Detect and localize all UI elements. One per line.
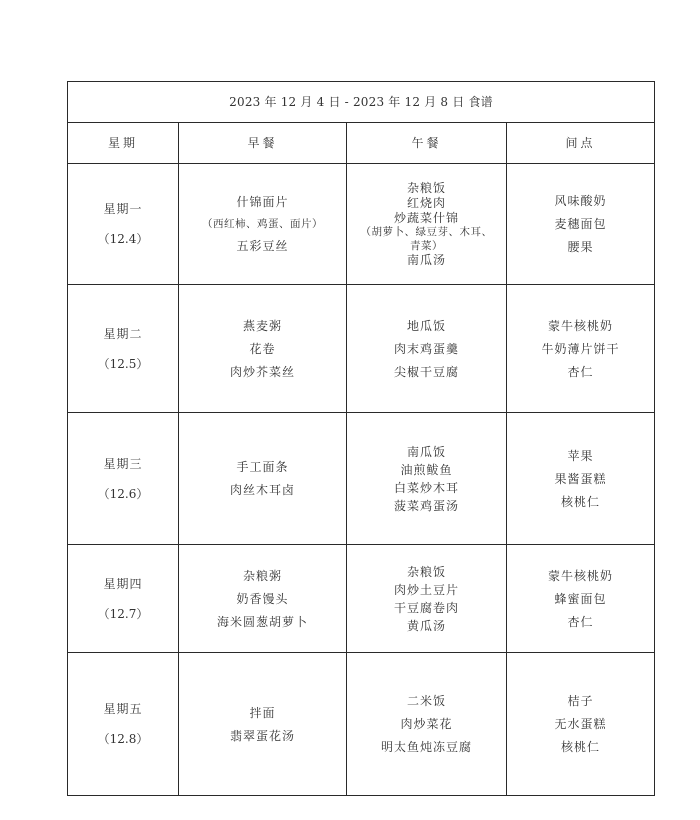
day-row-thursday xyxy=(68,545,655,653)
menu-item: 肉丝木耳卤 xyxy=(229,483,295,497)
menu-item: 什锦面片 xyxy=(236,194,289,209)
menu-item: 南瓜汤 xyxy=(406,253,446,267)
day-date: （12.4） xyxy=(97,232,149,246)
menu-item: 肉炒芥菜丝 xyxy=(229,364,295,379)
menu-item: 蜂蜜面包 xyxy=(554,591,607,606)
header-breakfast: 早餐 xyxy=(179,123,347,164)
snack-cell xyxy=(507,413,655,545)
snack-cell xyxy=(507,545,655,653)
day-row-tuesday xyxy=(68,285,655,413)
header-snack: 间点 xyxy=(507,123,655,164)
header-lunch: 午餐 xyxy=(347,123,507,164)
breakfast-cell xyxy=(179,285,347,413)
menu-item: 核桃仁 xyxy=(561,494,601,509)
menu-item: 肉末鸡蛋羹 xyxy=(393,341,459,356)
day-cell xyxy=(68,164,179,285)
day-cell xyxy=(68,653,179,796)
lunch-cell xyxy=(347,413,507,545)
menu-item: 明太鱼炖冻豆腐 xyxy=(380,740,472,754)
lunch-cell xyxy=(347,545,507,653)
menu-item: 五彩豆丝 xyxy=(236,239,289,254)
menu-table xyxy=(67,81,655,796)
lunch-cell xyxy=(347,285,507,413)
menu-item: 干豆腐卷肉 xyxy=(393,600,459,615)
day-name: 星期一 xyxy=(103,202,143,216)
menu-item: 蒙牛核桃奶 xyxy=(548,318,614,333)
menu-item: 炒蔬菜什锦 xyxy=(393,211,459,225)
breakfast-cell xyxy=(179,653,347,796)
day-cell xyxy=(68,285,179,413)
menu-item: 黄瓜汤 xyxy=(406,618,446,633)
menu-item-note: （胡萝卜、绿豆芽、木耳、 xyxy=(360,226,493,238)
menu-item: 白菜炒木耳 xyxy=(393,480,459,495)
menu-item: 燕麦粥 xyxy=(242,318,282,333)
menu-item: 桔子 xyxy=(567,694,594,708)
day-row-friday xyxy=(68,653,655,796)
menu-item: 核桃仁 xyxy=(561,740,601,754)
menu-item-note: 青菜） xyxy=(410,239,443,252)
title-row xyxy=(68,82,655,123)
day-name: 星期四 xyxy=(103,576,143,591)
snack-cell xyxy=(507,285,655,413)
menu-item: 无水蛋糕 xyxy=(554,717,607,731)
menu-item: 肉炒菜花 xyxy=(400,717,453,731)
menu-item: 苹果 xyxy=(567,448,594,463)
day-row-wednesday xyxy=(68,413,655,545)
day-date: （12.7） xyxy=(97,606,149,621)
menu-item: 拌面 xyxy=(249,705,276,720)
menu-item-note: （西红柿、鸡蛋、面片） xyxy=(202,217,323,230)
menu-item: 翡翠蛋花汤 xyxy=(229,728,295,743)
lunch-cell xyxy=(347,653,507,796)
menu-item: 杂粮饭 xyxy=(406,564,446,579)
day-date: （12.8） xyxy=(97,732,149,746)
day-row-monday xyxy=(68,164,655,285)
menu-item: 奶香馒头 xyxy=(236,591,289,606)
breakfast-cell xyxy=(179,413,347,545)
menu-item: 杏仁 xyxy=(567,614,594,629)
menu-item: 油煎鲅鱼 xyxy=(400,462,453,477)
day-date: （12.5） xyxy=(97,356,149,371)
day-name: 星期二 xyxy=(103,326,143,341)
day-name: 星期三 xyxy=(103,456,143,471)
menu-item: 肉炒土豆片 xyxy=(393,582,459,597)
breakfast-cell xyxy=(179,545,347,653)
menu-item: 海米圆葱胡萝卜 xyxy=(216,614,308,629)
day-name: 星期五 xyxy=(103,702,143,716)
menu-item: 手工面条 xyxy=(236,460,289,474)
header-weekday: 星期 xyxy=(68,123,179,164)
menu-item: 红烧肉 xyxy=(406,196,446,210)
day-cell xyxy=(68,545,179,653)
menu-item: 牛奶薄片饼干 xyxy=(541,341,620,356)
menu-item: 杂粮粥 xyxy=(242,568,282,583)
menu-item: 杏仁 xyxy=(567,364,594,379)
header-row xyxy=(68,123,655,164)
menu-item: 菠菜鸡蛋汤 xyxy=(393,498,459,513)
menu-item: 果酱蛋糕 xyxy=(554,471,607,486)
menu-item: 麦穗面包 xyxy=(554,217,607,231)
day-cell xyxy=(68,413,179,545)
lunch-cell xyxy=(347,164,507,285)
menu-title: 2023 年 12 月 4 日 - 2023 年 12 月 8 日 食谱 xyxy=(68,82,655,123)
menu-item: 南瓜饭 xyxy=(406,444,446,459)
menu-item: 腰果 xyxy=(567,240,594,254)
menu-item: 地瓜饭 xyxy=(406,318,446,333)
day-date: （12.6） xyxy=(97,486,149,501)
menu-item: 杂粮饭 xyxy=(406,181,446,195)
menu-item: 蒙牛核桃奶 xyxy=(548,568,614,583)
snack-cell xyxy=(507,653,655,796)
breakfast-cell xyxy=(179,164,347,285)
menu-item: 二米饭 xyxy=(406,694,446,708)
menu-item: 尖椒干豆腐 xyxy=(393,364,459,379)
snack-cell xyxy=(507,164,655,285)
menu-item: 花卷 xyxy=(249,341,276,356)
menu-item: 风味酸奶 xyxy=(554,194,607,208)
